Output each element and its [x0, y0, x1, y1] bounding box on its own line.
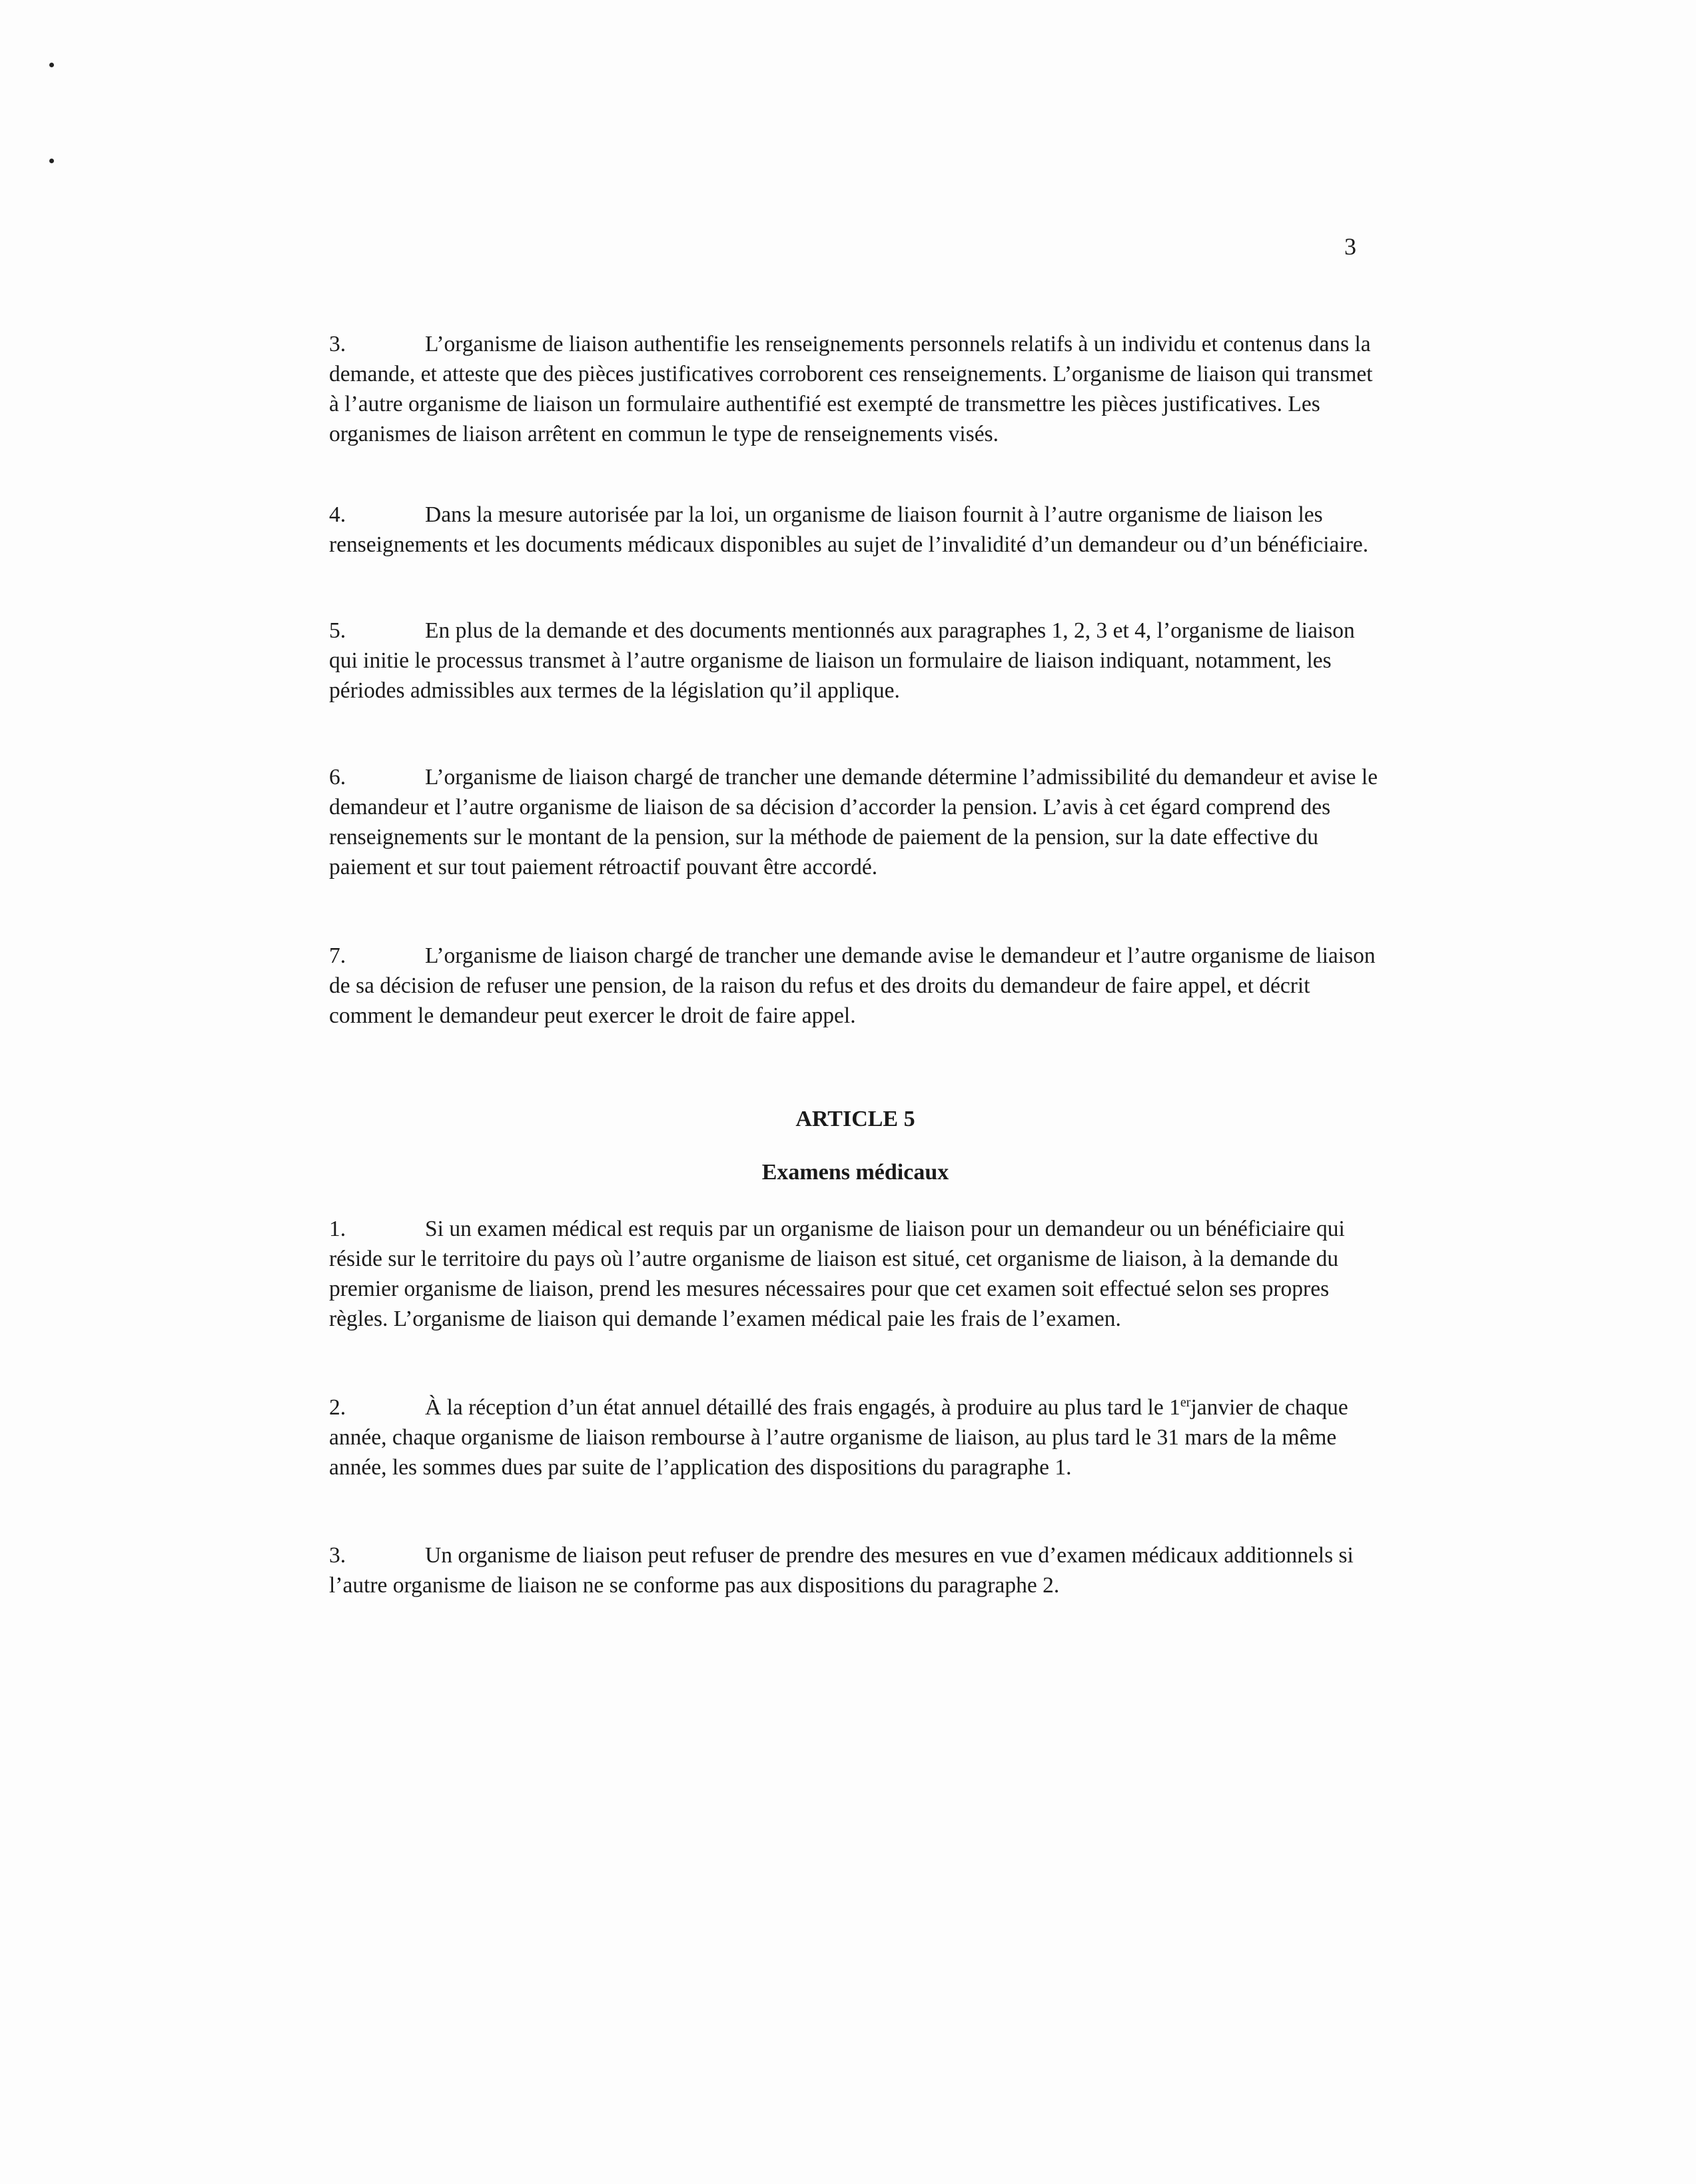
- paragraph-text: En plus de la demande et des documents mentionnés aux paragraphes 1, 2, 3 et 4, l’organisme de liaison qui initie le processus transmet à l’autre organisme de liaison un formulaire de liaison indiquant, notamment, les périodes admissibles aux termes de la législation qu’il applique.: [329, 618, 1355, 703]
- paragraph-number: 4.: [329, 502, 346, 527]
- paragraph-text: L’organisme de liaison chargé de trancher une demande avise le demandeur et l’autre organisme de liaison de sa décision de refuser une pension, de la raison du refus et des droits du demandeur de faire appel, et décrit comment le demandeur peut exercer le droit de faire appel.: [329, 943, 1376, 1028]
- paragraph-number: 3.: [329, 1543, 346, 1568]
- paragraph-text-part: À la réception d’un état annuel détaillé des frais engagés, à produire au plus tard le 1: [425, 1395, 1180, 1420]
- ordinal-superscript: er: [1180, 1395, 1191, 1410]
- paragraph-number: 7.: [329, 943, 346, 968]
- paragraph-4: [329, 500, 1382, 560]
- paragraph-text: Dans la mesure autorisée par la loi, un organisme de liaison fournit à l’autre organisme de liaison les renseignements et les documents médicaux disponibles au sujet de l’invalidité d’un demandeur ou d’un bénéficiaire.: [329, 502, 1369, 557]
- article-heading: ARTICLE 5: [795, 1107, 915, 1131]
- article5-paragraph-1: [329, 1214, 1382, 1334]
- paragraph-text: L’organisme de liaison chargé de trancher une demande détermine l’admissibilité du demandeur et avise le demandeur et l’autre organisme de liaison de sa décision d’accorder la pension. L’avis à cet égard comprend des renseignements sur le montant de la pension, sur la méthode de paiement de la pension, sur la date effective du paiement et sur tout paiement rétroactif pouvant être accordé.: [329, 765, 1378, 879]
- paragraph-text-part: janvier de chaque année, chaque organisme de liaison rembourse à l’autre organisme de liaison, au plus tard le 31 mars de la même année, les sommes dues par suite de l’application des dispositions du paragraphe 1.: [329, 1395, 1348, 1480]
- paragraph-number: 6.: [329, 765, 346, 790]
- paragraph-3: [329, 329, 1382, 449]
- paragraph-7: [329, 941, 1382, 1031]
- article-subheading: Examens médicaux: [761, 1160, 949, 1185]
- paragraph-text: Si un examen médical est requis par un organisme de liaison pour un demandeur ou un bénéficiaire qui réside sur le territoire du pays où l’autre organisme de liaison est situé, cet organisme de liaison, à la demande du premier organisme de liaison, prend les mesures nécessaires pour que cet examen soit effectué selon ses propres règles. L’organisme de liaison qui demande l’examen médical paie les frais de l’examen.: [329, 1217, 1345, 1331]
- paragraph-number: 5.: [329, 618, 346, 643]
- paragraph-text: L’organisme de liaison authentifie les renseignements personnels relatifs à un individu et contenus dans la demande, et atteste que des pièces justificatives corroborent ces renseignements. L’organisme de liaison qui transmet à l’autre organisme de liaison un formulaire authentifié est exempté de transmettre les pièces justificatives. Les organismes de liaison arrêtent en commun le type de renseignements visés.: [329, 332, 1373, 446]
- paragraph-number: 3.: [329, 332, 346, 356]
- article5-paragraph-2: [329, 1392, 1382, 1482]
- paragraph-number: 1.: [329, 1217, 346, 1241]
- scan-speck: [49, 159, 54, 163]
- article5-paragraph-3: [329, 1540, 1382, 1600]
- paragraph-5: [329, 616, 1382, 706]
- paragraph-text: Un organisme de liaison peut refuser de prendre des mesures en vue d’examen médicaux additionnels si l’autre organisme de liaison ne se conforme pas aux dispositions du paragraphe 2.: [329, 1543, 1354, 1598]
- paragraph-text: [329, 1395, 1348, 1480]
- paragraph-number: 2.: [329, 1395, 346, 1420]
- paragraph-6: [329, 762, 1382, 882]
- page-number: 3: [1344, 233, 1356, 260]
- scan-speck: [49, 63, 54, 67]
